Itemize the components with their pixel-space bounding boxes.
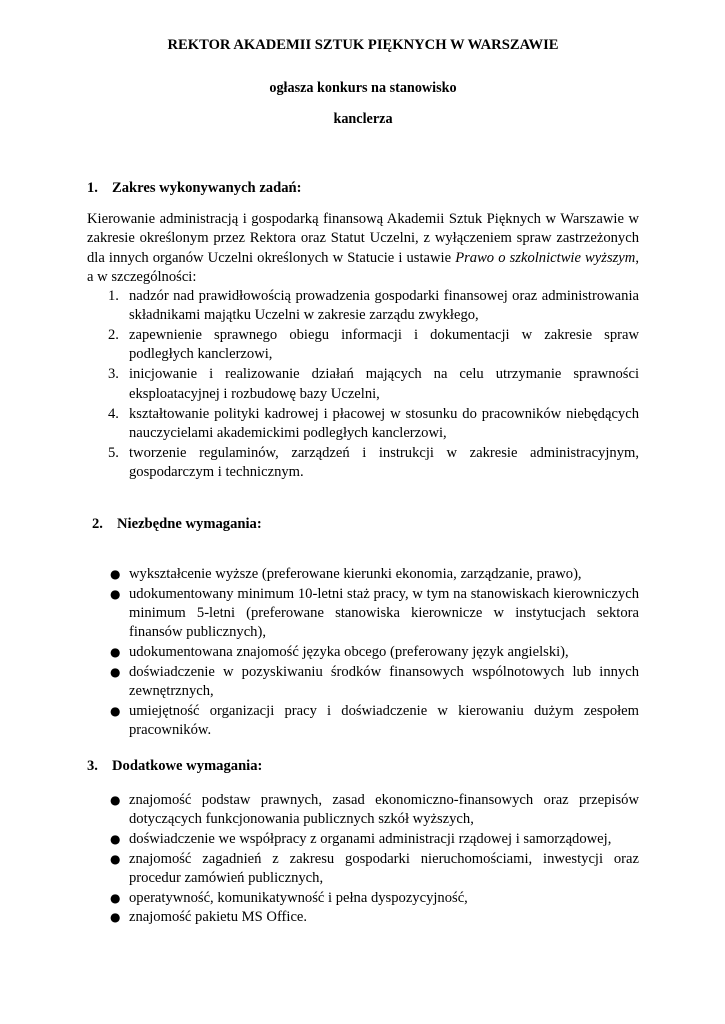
bullet-icon: ● [110,793,121,807]
bullet-icon: ● [110,703,121,718]
list-item [87,287,639,326]
bullet-icon: ● [110,644,121,659]
list-item [87,908,639,927]
list-item-number: 2. [108,327,119,344]
section-3-title: Dodatkowe wymagania: [112,758,263,774]
section-2-number: 2. [92,516,103,532]
list-item-text: wykształcenie wyższe (preferowane kierunki ekonomia, zarządzanie, prawo), [129,566,582,582]
list-item-text: znajomość podstaw prawnych, zasad ekonomiczno-finansowych oraz przepisów dotyczących funkcjonowania publicznych szkół wyższych, [129,792,639,828]
document-subtitle: ogłasza konkurs na stanowisko [269,80,457,96]
list-item [87,889,639,908]
bullet-icon: ● [110,890,121,905]
bullet-icon: ● [110,910,121,925]
section-1-intro [87,210,639,287]
list-item [87,565,639,584]
section-1-number: 1. [87,180,98,196]
list-item [87,830,639,849]
list-item-text: udokumentowana znajomość języka obcego (preferowany język angielski), [129,643,569,660]
list-item [87,791,639,830]
list-item-text: operatywność, komunikatywność i pełna dyspozycyjność, [129,889,468,906]
document-title: REKTOR AKADEMII SZTUK PIĘKNYCH W WARSZAWIE [167,37,559,53]
list-item [87,702,639,741]
list-item-text: kształtowanie polityki kadrowej i płacowej w stosunku do pracowników niebędących nauczycielami akademickimi podległych kanclerzowi, [129,405,639,441]
list-item-number: 3. [108,366,119,383]
list-item-number: 4. [108,405,119,422]
list-item-text: umiejętność organizacji pracy i doświadczenie w kierowaniu dużym zespołem pracowników. [129,702,639,738]
section-3-number: 3. [87,758,98,774]
list-item-text: znajomość pakietu MS Office. [129,909,308,926]
bullet-icon: ● [110,586,121,601]
list-item-text: udokumentowany minimum 10-letni staż pracy, w tym na stanowiskach kierowniczych minimum 5-letni (preferowane stanowiska kierownicze w instytucjach sektora finansów publicznych), [129,585,639,641]
list-item [87,663,639,702]
tasks-list [87,287,639,483]
list-item-text: zapewnienie sprawnego obiegu informacji i dokumentacji w zakresie spraw podległych kanclerzowi, [129,327,639,363]
intro-text-part-1: Kierowanie administracją i gospodarką finansową Akademii Sztuk Pięknych w Warszawie w zakresie określonym przez Rektora oraz Statut Uczelni, z wyłączeniem spraw zastrzeżonych dla innych organów Uczelni określonych w Statucie i ustawie [87,211,639,266]
bullet-icon: ● [110,851,121,866]
position-name: kanclerza [333,111,393,127]
intro-text-part-2: , a w szczególności: [87,249,639,285]
section-2-heading [92,515,262,533]
list-item [87,326,639,365]
list-item [87,585,639,643]
list-item-text: doświadczenie we współpracy z organami administracji rządowej i samorządowej, [129,830,612,847]
list-item-text: nadzór nad prawidłowością prowadzenia gospodarki finansowej oraz administrowania składnikami majątku Uczelni w zakresie zarządu zwykłego, [129,288,639,324]
list-item-text: znajomość zagadnień z zakresu gospodarki nieruchomościami, inwestycji oraz procedur zamówień publicznych, [129,850,639,886]
bullet-icon: ● [110,567,121,581]
list-item [87,850,639,889]
list-item [87,444,639,483]
list-item [87,365,639,404]
bullet-icon: ● [110,831,121,846]
section-1-title: Zakres wykonywanych zadań: [112,180,302,196]
list-item [87,405,639,444]
intro-italic-act-name: Prawo o szkolnictwie wyższym [455,249,636,266]
list-item-text: inicjowanie i realizowanie działań mających na celu utrzymanie sprawności eksploatacyjnej i rozbudowę bazy Uczelni, [129,366,639,402]
additional-qualifications-list [87,791,639,928]
list-item-number: 1. [108,288,119,304]
list-item-number: 5. [108,444,119,461]
section-3-heading [87,757,262,775]
list-item-text: tworzenie regulaminów, zarządzeń i instrukcji w zakresie administracyjnym, gospodarczym i technicznym. [129,444,639,481]
list-item-text: doświadczenie w pozyskiwaniu środków finansowych wspólnotowych lub innych zewnętrznych, [129,663,639,699]
section-1-heading [87,179,301,197]
section-2-title: Niezbędne wymagania: [117,516,262,532]
bullet-icon: ● [110,664,121,679]
required-qualifications-list [87,565,639,741]
list-item [87,643,639,662]
